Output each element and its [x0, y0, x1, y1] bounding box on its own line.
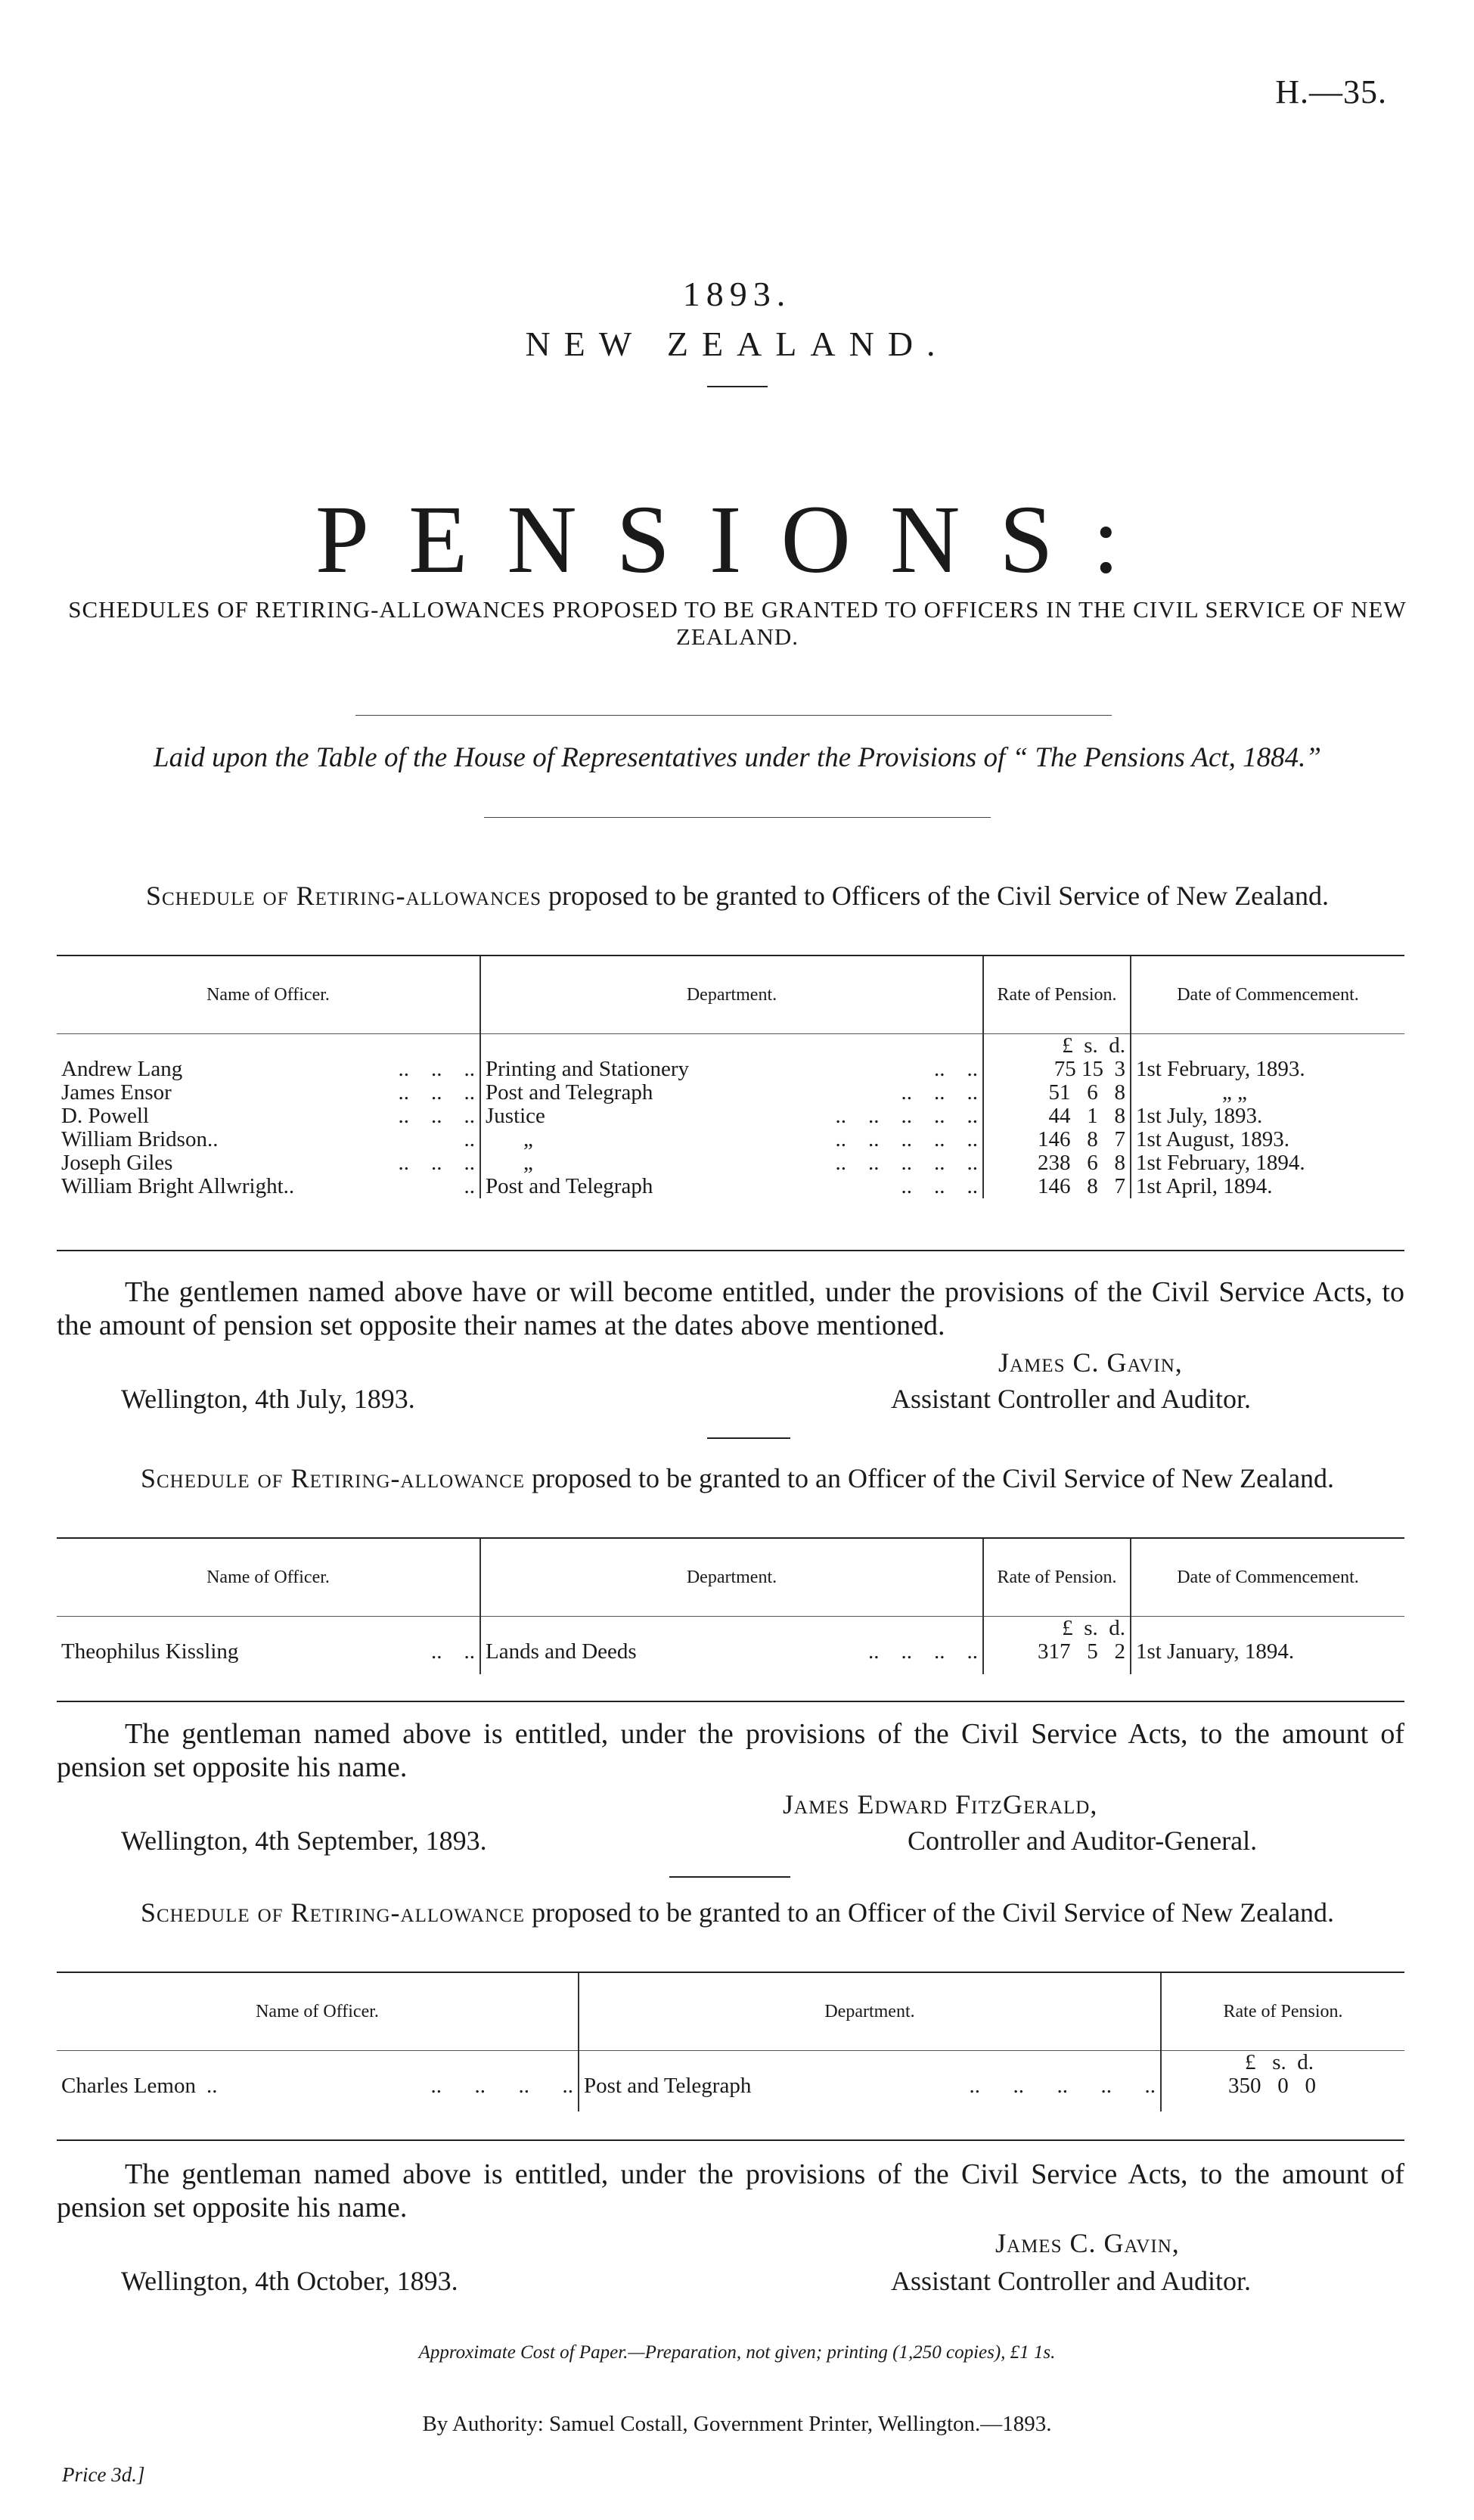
table-header-row: [57, 1539, 1404, 1617]
pension-rate: 51 6 8: [983, 1081, 1131, 1105]
divider: [669, 1876, 790, 1878]
commencement-date: 1st August, 1893.: [1131, 1128, 1404, 1151]
commencement-date: 1st February, 1894.: [1131, 1151, 1404, 1175]
pension-rate: 350 0 0: [1161, 2074, 1404, 2098]
schedule-2-table: [57, 1539, 1404, 1674]
department: Justice .. .. .. .. ..: [480, 1105, 983, 1128]
divider: [707, 386, 768, 387]
department: „ .. .. .. .. ..: [480, 1151, 983, 1175]
schedule-1-signatory: James C. Gavin,: [998, 1347, 1183, 1378]
col-header-rate: Rate of Pension.: [983, 1539, 1131, 1617]
department: „ .. .. .. .. ..: [480, 1128, 983, 1151]
col-header-name: Name of Officer.: [57, 1973, 579, 2051]
table-row: [57, 1151, 1404, 1175]
col-header-department: Department.: [579, 1973, 1161, 2051]
divider: [355, 715, 1112, 716]
schedule-1-title-caps: Schedule of Retiring-allowances: [145, 881, 542, 911]
officer-name: Andrew Lang .. .. ..: [61, 1057, 475, 1081]
document-reference: H.—35.: [1275, 73, 1387, 110]
officer-name: Charles Lemon .. .. .. .. ..: [61, 2074, 573, 2098]
commencement-date: 1st January, 1894.: [1131, 1640, 1404, 1664]
pension-rate: 146 8 7: [983, 1175, 1131, 1198]
col-header-rate: Rate of Pension.: [983, 956, 1131, 1034]
officer-name: William Bright Allwright.. ..: [61, 1174, 475, 1198]
schedule-1-statement: The gentlemen named above have or will become entitled, under the provisions of the Civil Service Acts, to the amount of pension set opposite their names at the dates above mentioned.: [57, 1276, 1404, 1341]
col-header-name: Name of Officer.: [57, 956, 480, 1034]
divider: [484, 817, 991, 818]
department: Post and Telegraph .. .. ..: [480, 1081, 983, 1105]
commencement-date: 1st July, 1893.: [1131, 1105, 1404, 1128]
schedule-3-signatory: James C. Gavin,: [995, 2228, 1180, 2258]
col-header-date: Date of Commencement.: [1131, 956, 1404, 1034]
units-row: [57, 1617, 1404, 1641]
price: Price 3d.]: [62, 2463, 145, 2486]
officer-name: Joseph Giles .. .. ..: [61, 1151, 475, 1175]
schedule-3-title: [61, 1897, 1414, 1928]
currency-units: £ s. d.: [1161, 2051, 1404, 2075]
col-header-department: Department.: [480, 1539, 983, 1617]
officer-name: William Bridson.. ..: [61, 1127, 475, 1151]
table-bottom-rule: [57, 2139, 1404, 2141]
commencement-date: „ „: [1131, 1081, 1404, 1105]
schedule-3-title-caps: Schedule of Retiring-allowance: [140, 1897, 526, 1928]
schedule-1-title: [61, 881, 1414, 911]
schedule-2-statement: The gentleman named above is entitled, under the provisions of the Civil Service Acts, to the amount of pension set opposite his name.: [57, 1718, 1404, 1783]
approximate-cost: Approximate Cost of Paper.—Preparation, not given; printing (1,250 copies), £1 1s.: [418, 2342, 1056, 2363]
schedule-3-signatory-title: Assistant Controller and Auditor.: [891, 2266, 1251, 2296]
schedule-2-signatory-title: Controller and Auditor-General.: [908, 1826, 1258, 1856]
schedule-1-table: [57, 956, 1404, 1198]
table-row: [57, 1058, 1404, 1081]
currency-units: £ s. d.: [983, 1034, 1131, 1058]
table-row: [57, 1081, 1404, 1105]
officer-name: Theophilus Kissling .. ..: [61, 1639, 475, 1664]
schedule-3-place-date: Wellington, 4th October, 1893.: [121, 2266, 458, 2296]
pension-rate: 44 1 8: [983, 1105, 1131, 1128]
col-header-name: Name of Officer.: [57, 1539, 480, 1617]
printer-authority: By Authority: Samuel Costall, Government Printer, Wellington.—1893.: [422, 2412, 1052, 2436]
schedule-3-table: [57, 1973, 1404, 2111]
department: Printing and Stationery .. ..: [480, 1058, 983, 1081]
year-heading: 1893.: [682, 275, 792, 313]
commencement-date: 1st February, 1893.: [1131, 1058, 1404, 1081]
col-header-rate: Rate of Pension.: [1161, 1973, 1404, 2051]
pension-rate: 238 6 8: [983, 1151, 1131, 1175]
col-header-date: Date of Commencement.: [1131, 1539, 1404, 1617]
schedule-2-title-caps: Schedule of Retiring-allowance: [140, 1463, 526, 1493]
schedule-3-title-rest: proposed to be granted to an Officer of the Civil Service of New Zealand.: [532, 1897, 1335, 1928]
country-heading: NEW ZEALAND.: [525, 325, 949, 363]
units-row: [57, 1034, 1404, 1058]
table-row: [57, 1640, 1404, 1664]
schedule-3-statement: The gentleman named above is entitled, under the provisions of the Civil Service Acts, to the amount of pension set opposite his name.: [57, 2158, 1404, 2223]
table-row: [57, 1105, 1404, 1128]
pension-rate: 75 15 3: [983, 1058, 1131, 1081]
col-header-department: Department.: [480, 956, 983, 1034]
table-header-row: [57, 956, 1404, 1034]
schedule-2-title-rest: proposed to be granted to an Officer of the Civil Service of New Zealand.: [532, 1463, 1335, 1493]
department: Post and Telegraph .. .. ..: [480, 1175, 983, 1198]
currency-units: £ s. d.: [983, 1617, 1131, 1641]
commencement-date: 1st April, 1894.: [1131, 1175, 1404, 1198]
officer-name: D. Powell .. .. ..: [61, 1104, 475, 1128]
table-bottom-rule: [57, 1250, 1404, 1251]
subtitle: SCHEDULES OF RETIRING-ALLOWANCES PROPOSED TO BE GRANTED TO OFFICERS IN THE CIVIL SERVICE OF NEW ZEALAND.: [68, 596, 1407, 650]
schedule-2-place-date: Wellington, 4th September, 1893.: [121, 1826, 487, 1856]
units-row: [57, 2051, 1404, 2075]
divider: [707, 1437, 790, 1439]
table-row: [57, 1175, 1404, 1198]
officer-name: James Ensor .. .. ..: [61, 1080, 475, 1105]
table-row: [57, 1128, 1404, 1151]
schedule-1-title-rest: proposed to be granted to Officers of the Civil Service of New Zealand.: [548, 881, 1330, 911]
page-title: PENSIONS:: [315, 486, 1159, 593]
table-header-row: [57, 1973, 1404, 2051]
table-row: [57, 2074, 1404, 2098]
pension-rate: 317 5 2: [983, 1640, 1131, 1664]
department: Lands and Deeds .. .. .. ..: [480, 1640, 983, 1664]
laid-upon-notice: Laid upon the Table of the House of Representatives under the Provisions of “ The Pensions Act, 1884.”: [154, 742, 1321, 773]
schedule-1-place-date: Wellington, 4th July, 1893.: [121, 1384, 415, 1414]
schedule-1-signatory-title: Assistant Controller and Auditor.: [891, 1384, 1251, 1414]
schedule-2-signatory: James Edward FitzGerald,: [783, 1789, 1098, 1819]
department: Post and Telegraph .. .. .. .. ..: [579, 2074, 1161, 2098]
table-bottom-rule: [57, 1701, 1404, 1702]
pension-rate: 146 8 7: [983, 1128, 1131, 1151]
schedule-2-title: [61, 1463, 1414, 1493]
